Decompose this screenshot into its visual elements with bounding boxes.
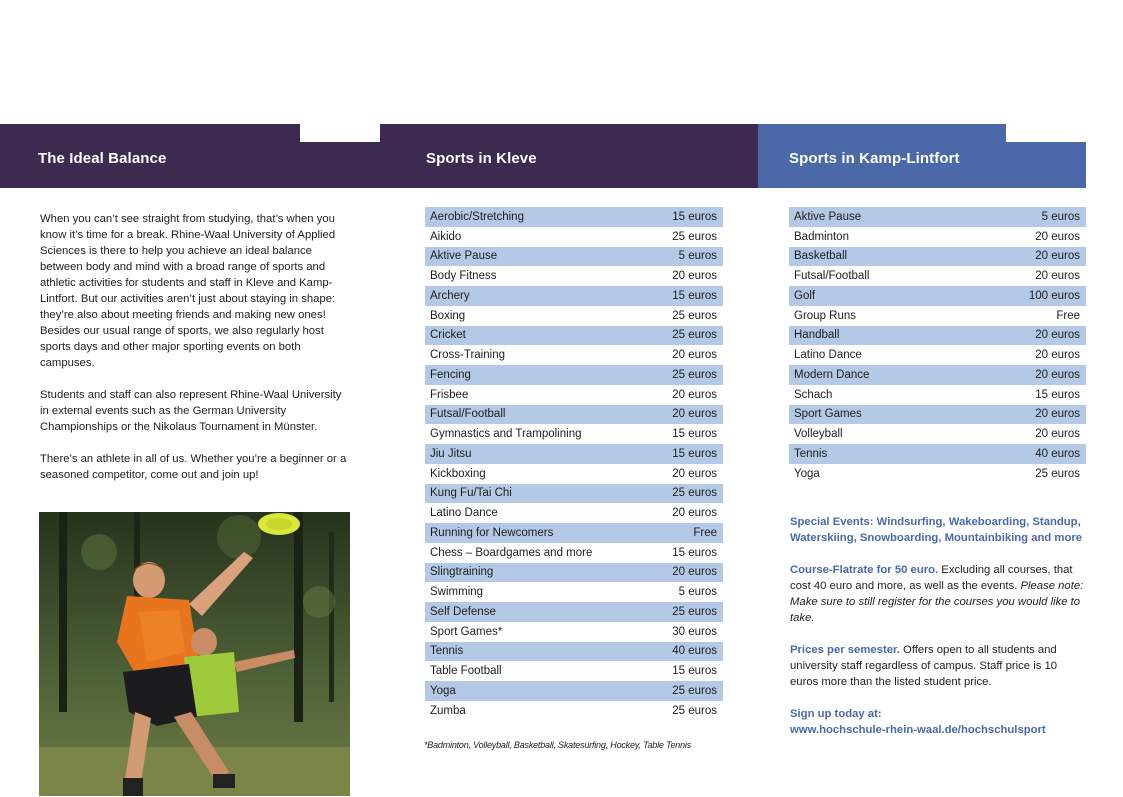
frisbee-player-photo (39, 512, 350, 796)
sport-name: Aerobic/Stretching (430, 210, 524, 223)
sport-price: 25 euros (672, 605, 717, 618)
sport-name: Gymnastics and Trampolining (430, 428, 582, 441)
sport-price: 15 euros (672, 428, 717, 441)
table-row (425, 444, 723, 464)
sport-price: 100 euros (1028, 289, 1080, 302)
table-row (425, 464, 723, 484)
special-events (790, 514, 1086, 546)
sport-price: 20 euros (672, 270, 717, 283)
sport-price: 15 euros (1035, 388, 1080, 401)
table-row (425, 622, 723, 642)
sport-price: 15 euros (672, 289, 717, 302)
sport-name: Futsal/Football (430, 408, 506, 421)
sport-name: Tennis (430, 645, 464, 658)
table-row (789, 266, 1086, 286)
sport-price: 5 euros (678, 586, 717, 599)
intro-paragraph: There’s an athlete in all of us. Whether you’re a beginner or a seasoned competitor, come out and join up! (40, 453, 347, 481)
kleve-footnote: *Badminton, Volleyball, Basketball, Skatesurfing, Hockey, Table Tennis (424, 740, 691, 750)
sport-price: Free (1056, 309, 1080, 322)
sport-name: Kung Fu/Tai Chi (430, 487, 512, 500)
table-row (789, 345, 1086, 365)
heading-sports-kleve: Sports in Kleve (426, 150, 537, 167)
course-flatrate (790, 562, 1086, 626)
signup-url-link[interactable]: www.hochschule-rhein-waal.de/hochschulsport (790, 724, 1046, 736)
table-row (425, 602, 723, 622)
sport-name: Sport Games* (430, 625, 503, 638)
heading-sports-kamp-lintfort: Sports in Kamp-Lintfort (789, 150, 960, 167)
kleve-sports-table (425, 207, 723, 721)
sport-price: 5 euros (678, 250, 717, 263)
sport-name: Chess – Boardgames and more (430, 546, 593, 559)
sport-price: 20 euros (672, 507, 717, 520)
table-row (425, 385, 723, 405)
header-band-blue-extension (1006, 142, 1086, 188)
prices-per-semester (790, 642, 1086, 690)
table-row (425, 227, 723, 247)
sport-name: Body Fitness (430, 270, 497, 283)
sport-price: 20 euros (672, 349, 717, 362)
sport-price: 20 euros (672, 408, 717, 421)
table-row (789, 365, 1086, 385)
table-row (789, 444, 1086, 464)
sport-price: 30 euros (672, 625, 717, 638)
sport-name: Cricket (430, 329, 466, 342)
sport-name: Kickboxing (430, 467, 486, 480)
sport-name: Jiu Jitsu (430, 447, 472, 460)
intro-paragraph: When you can’t see straight from studying, that’s when you know it’s time for a break. Rhine-Waal University of Applied Sciences is there to help you achieve an ideal balance between body and mind with a broad range of sports and athletic activities for students and staff in Kleve and Kamp-Lintfort. But our activities aren’t just about staying in shape: they’re also about meeting friends and making new ones! Besides our usual range of sports, we also regularly host sports days and other major sporting events on both campuses. (40, 213, 336, 369)
sport-name: Aktive Pause (794, 210, 862, 223)
sport-name: Slingtraining (430, 566, 494, 579)
table-row (789, 306, 1086, 326)
table-row (789, 227, 1086, 247)
sport-name: Fencing (430, 368, 471, 381)
sport-name: Group Runs (794, 309, 857, 322)
sport-price: Free (693, 526, 717, 539)
sport-price: 25 euros (672, 487, 717, 500)
intro-paragraph: Students and staff can also represent Rhine-Waal University in external events such as the German University Championships or the Nikolaus Tournament in Münster. (40, 389, 342, 433)
table-row (425, 247, 723, 267)
sport-price: 20 euros (1035, 270, 1080, 283)
sport-price: 25 euros (672, 368, 717, 381)
table-row (425, 563, 723, 583)
heading-ideal-balance: The Ideal Balance (38, 150, 167, 167)
sport-price: 15 euros (672, 665, 717, 678)
special-events-text: Special Events: Windsurfing, Wakeboarding, Standup, Waterskiing, Snowboarding, Mountainbiking and more (790, 516, 1083, 544)
table-row (425, 365, 723, 385)
table-row (425, 582, 723, 602)
sport-name: Badminton (794, 230, 849, 243)
table-row (425, 701, 723, 721)
sport-price: 25 euros (672, 309, 717, 322)
sport-price: 20 euros (672, 566, 717, 579)
kamp-lintfort-sports-table (789, 207, 1086, 484)
sport-price: 40 euros (1035, 447, 1080, 460)
sport-name: Frisbee (430, 388, 469, 401)
sport-name: Golf (794, 289, 816, 302)
intro-text (40, 211, 352, 499)
sport-price: 20 euros (1035, 349, 1080, 362)
sport-name: Table Football (430, 665, 502, 678)
table-row (425, 543, 723, 563)
sport-name: Running for Newcomers (430, 526, 554, 539)
flatrate-note: Please note: Make sure to still register for the courses you would like to take. (790, 580, 1084, 624)
sport-price: 25 euros (672, 230, 717, 243)
signup-label: Sign up today at: (790, 708, 882, 720)
sport-name: Archery (430, 289, 470, 302)
sport-price: 25 euros (1035, 467, 1080, 480)
table-row (789, 207, 1086, 227)
table-row (789, 247, 1086, 267)
table-row (425, 286, 723, 306)
sport-name: Zumba (430, 704, 466, 717)
sport-name: Aikido (430, 230, 462, 243)
sport-price: 25 euros (672, 704, 717, 717)
table-row (425, 266, 723, 286)
table-row (425, 642, 723, 662)
table-row (425, 484, 723, 504)
table-row (425, 306, 723, 326)
sport-name: Aktive Pause (430, 250, 498, 263)
flatrate-text: Excluding all courses, that cost 40 euro and more, as well as the events. (790, 564, 1073, 592)
sport-price: 25 euros (672, 684, 717, 697)
table-row (789, 286, 1086, 306)
table-row (789, 464, 1086, 484)
sport-name: Modern Dance (794, 368, 870, 381)
sport-name: Futsal/Football (794, 270, 870, 283)
table-row (789, 385, 1086, 405)
table-row (425, 681, 723, 701)
prices-label: Prices per semester. (790, 644, 900, 656)
table-row (425, 326, 723, 346)
sign-up (790, 706, 1086, 738)
sport-name: Latino Dance (430, 507, 498, 520)
sport-name: Tennis (794, 447, 828, 460)
sport-name: Yoga (794, 467, 820, 480)
sport-price: 40 euros (672, 645, 717, 658)
header-notch (300, 124, 380, 142)
table-row (789, 326, 1086, 346)
sport-name: Boxing (430, 309, 466, 322)
sport-price: 20 euros (672, 467, 717, 480)
table-row (425, 661, 723, 681)
table-row (789, 405, 1086, 425)
sport-price: 15 euros (672, 546, 717, 559)
table-row (425, 523, 723, 543)
table-row (425, 345, 723, 365)
sport-price: 25 euros (672, 329, 717, 342)
sport-price: 20 euros (1035, 329, 1080, 342)
sport-name: Self Defense (430, 605, 496, 618)
sport-name: Schach (794, 388, 833, 401)
table-row (425, 424, 723, 444)
sport-price: 20 euros (1035, 368, 1080, 381)
sport-name: Cross-Training (430, 349, 505, 362)
sport-name: Handball (794, 329, 840, 342)
sport-name: Basketball (794, 250, 848, 263)
sport-price: 20 euros (1035, 428, 1080, 441)
sport-price: 20 euros (1035, 250, 1080, 263)
sport-name: Swimming (430, 586, 484, 599)
sport-name: Latino Dance (794, 349, 862, 362)
sport-price: 20 euros (1035, 230, 1080, 243)
prices-text: Offers open to all students and university staff regardless of campus. Staff price is 10 euros more than the listed student price. (790, 644, 1058, 688)
sport-price: 20 euros (1035, 408, 1080, 421)
flatrate-label: Course-Flatrate for 50 euro. (790, 564, 939, 576)
sport-name: Sport Games (794, 408, 862, 421)
table-row (425, 503, 723, 523)
sport-price: 20 euros (672, 388, 717, 401)
sport-name: Volleyball (794, 428, 843, 441)
sport-price: 15 euros (672, 210, 717, 223)
table-row (425, 405, 723, 425)
sport-price: 15 euros (672, 447, 717, 460)
table-row (425, 207, 723, 227)
table-row (789, 424, 1086, 444)
sport-price: 5 euros (1041, 210, 1080, 223)
sport-name: Yoga (430, 684, 456, 697)
